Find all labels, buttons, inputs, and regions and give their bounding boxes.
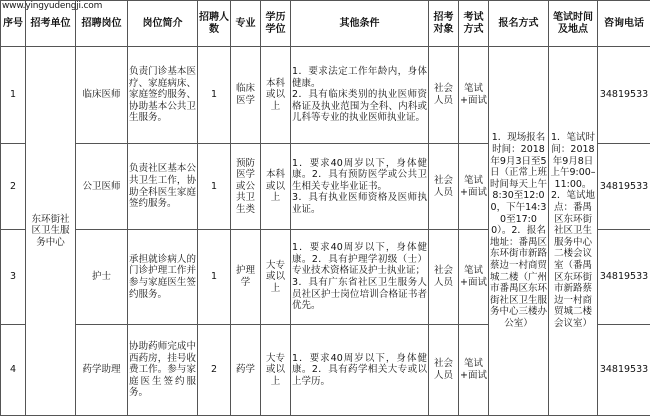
header-unit: 招考单位 bbox=[26, 1, 76, 47]
header-intro: 岗位简介 bbox=[128, 1, 198, 47]
header-target: 招考对象 bbox=[429, 1, 459, 47]
watermark-text: www.yingyudengji.com bbox=[2, 1, 102, 11]
exam-time-place: 1．笔试时间：2018年9月8日上午9:00–11:00。2．笔试地点：番禺区东环街社区卫生服务中心二楼会议室（番禺区东环街市新路蔡边一村商贸城二楼会议室） bbox=[549, 47, 598, 416]
row-post: 药学助理 bbox=[76, 325, 128, 416]
header-time: 笔试时间及地点 bbox=[549, 1, 598, 47]
row-intro: 承担就诊病人的门诊护理工作并参与家庭医生签约服务。 bbox=[128, 230, 198, 325]
condition-line: 3．具有广东省社区卫生服务人员社区护士岗位培训合格证书者优先。 bbox=[292, 277, 427, 312]
header-phone: 咨询电话 bbox=[598, 1, 650, 47]
header-signup: 报名方式 bbox=[489, 1, 549, 47]
row-no: 2 bbox=[1, 144, 26, 230]
row-edu: 大专或以上 bbox=[261, 230, 291, 325]
row-edu: 大专或以上 bbox=[261, 325, 291, 416]
row-post: 公卫医师 bbox=[76, 144, 128, 230]
row-conditions bbox=[291, 325, 429, 416]
condition-line: 2．具有临床类别的执业医师资格证及执业范围为全科、内科或儿科等专业的执业医师执业证。 bbox=[292, 89, 427, 124]
row-intro: 负责社区基本公共卫生工作，协助全科医生家庭签约服务。 bbox=[128, 144, 198, 230]
row-count: 1 bbox=[198, 144, 231, 230]
row-intro: 负责门诊基本医疗、家庭病床、家庭签约服务、协助基本公共卫生服务。 bbox=[128, 47, 198, 144]
row-exam: 笔试+面试 bbox=[459, 230, 489, 325]
header-post: 招聘岗位 bbox=[76, 1, 128, 47]
row-count: 1 bbox=[198, 230, 231, 325]
row-phone: 34819533 bbox=[598, 230, 650, 325]
row-no: 1 bbox=[1, 47, 26, 144]
row-edu: 本科或以上 bbox=[261, 47, 291, 144]
row-major: 护理学 bbox=[231, 230, 261, 325]
condition-line: 1．要求40周岁以下，身体健康。2．具有护理学初级（士）专业技术资格证及护士执业证； bbox=[292, 242, 427, 277]
row-count: 1 bbox=[198, 47, 231, 144]
row-major: 药学 bbox=[231, 325, 261, 416]
header-no: 序号 bbox=[1, 1, 26, 47]
row-post: 护士 bbox=[76, 230, 128, 325]
row-intro: 协助药师完成中西药房，挂号收费工作。参与家庭医生签约服务。 bbox=[128, 325, 198, 416]
row-target: 社会人员 bbox=[429, 325, 459, 416]
header-exam: 考试方式 bbox=[459, 1, 489, 47]
row-conditions bbox=[291, 144, 429, 230]
condition-line: 3．具有执业医师资格及医师执业证。 bbox=[292, 192, 427, 215]
row-phone: 34819533 bbox=[598, 47, 650, 144]
unit-name: 东环街社区卫生服务中心 bbox=[26, 47, 76, 416]
condition-line: 1．要求40周岁以下，身体健康。2．具有预防医学或公共卫生相关专业毕业证书。 bbox=[292, 158, 427, 193]
row-exam: 笔试+面试 bbox=[459, 144, 489, 230]
condition-line: 1．要求40周岁以下，身体健康。2．具有药学相关大专或以上学历。 bbox=[292, 353, 427, 388]
row-no: 3 bbox=[1, 230, 26, 325]
header-count: 招聘人数 bbox=[198, 1, 231, 47]
row-target: 社会人员 bbox=[429, 144, 459, 230]
row-count: 2 bbox=[198, 325, 231, 416]
row-no: 4 bbox=[1, 325, 26, 416]
row-exam: 笔试+面试 bbox=[459, 47, 489, 144]
header-edu: 学历学位 bbox=[261, 1, 291, 47]
row-edu: 本科或以上 bbox=[261, 144, 291, 230]
header-other: 其他条件 bbox=[291, 1, 429, 47]
signup-method: 1．现场报名时间：2018年9月3日至5日（正常上班时间每天上午8:30至12:00，下午14:30至17:00）。2．报名地址：番禺区东环街市新路蔡边一村商贸城二楼（广州市番禺区东环街社区卫生服务中心三楼办公室） bbox=[489, 47, 549, 416]
row-conditions bbox=[291, 47, 429, 144]
row-target: 社会人员 bbox=[429, 47, 459, 144]
table-row bbox=[1, 47, 650, 144]
row-phone: 34819533 bbox=[598, 325, 650, 416]
row-post: 临床医师 bbox=[76, 47, 128, 144]
row-target: 社会人员 bbox=[429, 230, 459, 325]
condition-line: 1．要求法定工作年龄内，身体健康。 bbox=[292, 66, 427, 89]
row-conditions bbox=[291, 230, 429, 325]
row-phone: 34819533 bbox=[598, 144, 650, 230]
row-major: 临床医学 bbox=[231, 47, 261, 144]
row-exam: 笔试+面试 bbox=[459, 325, 489, 416]
row-major: 预防医学或公共卫生类 bbox=[231, 144, 261, 230]
header-major: 专业 bbox=[231, 1, 261, 47]
